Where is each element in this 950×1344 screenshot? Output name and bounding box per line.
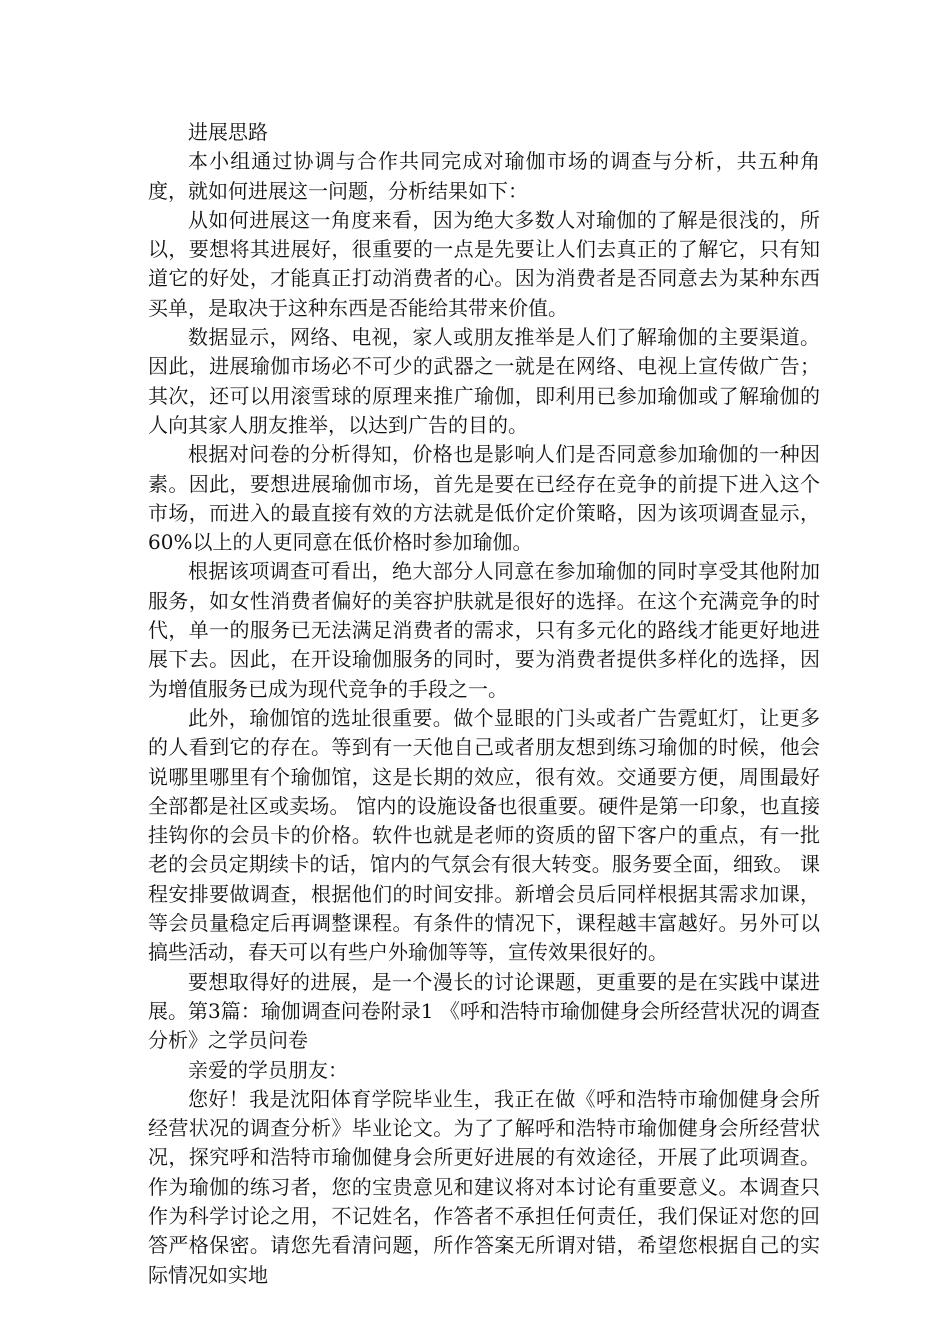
- paragraph-awareness: 从如何进展这一角度来看，因为绝大多数人对瑜伽的了解是很浅的，所以，要想将其进展好，很重要的一点是先要让人们去真正的了解它，只有知道它的好处，才能真正打动消费者的心。因为消费者是否同意去为某种东西买单，是取决于这种东西是否能给其带来价值。: [148, 207, 820, 320]
- paragraph-channels: 数据显示，网络、电视，家人或朋友推举是人们了解瑜伽的主要渠道。因此，进展瑜伽市场必不可少的武器之一就是在网络、电视上宣传做广告；其次，还可以用滚雪球的原理来推广瑜伽，即利用已参加瑜伽或了解瑜伽的人向其家人朋友推举，以达到广告的目的。: [148, 325, 820, 437]
- paragraph-conclusion: 要想取得好的进展，是一个漫长的讨论课题，更重要的是在实践中谋进展。第3篇：瑜伽调查问卷附录1 《呼和浩特市瑜伽健身会所经营状况的调查分析》之学员问卷: [148, 969, 820, 1053]
- document-page: [148, 118, 820, 1290]
- paragraph-salutation: 亲爱的学员朋友：: [188, 1057, 348, 1082]
- paragraph-pricing: 根据对问卷的分析得知，价格也是影响人们是否同意参加瑜伽的一种因素。因此，要想进展瑜伽市场，首先是要在已经存在竞争的前提下进入这个市场，而进入的最直接有效的方法就是低价定价策略，因为该项调查显示，60%以上的人更同意在低价格时参加瑜伽。: [148, 442, 820, 555]
- paragraph-location: 此外，瑜伽馆的选址很重要。做个显眼的门头或者广告霓虹灯，让更多的人看到它的存在。等到有一天他自己或者朋友想到练习瑜伽的时候，他会说哪里哪里有个瑜伽馆，这是长期的效应，很有效。交通要方便，周围最好全部都是社区或卖场。 馆内的设施设备也很重要。硬件是第一印象，也直接挂钩你的会员卡的价格。软件也就是老师的资质的留下客户的重点，有一批老的会员定期续卡的话，馆内的气氛会有很大转变。服务要全面，细致。 课程安排要做调查，根据他们的时间安排。新增会员后同样根据其需求加课，等会员量稳定后再调整课程。有条件的情况下，课程越丰富越好。另外可以搞些活动，春天可以有些户外瑜伽等等，宣传效果很好的。: [148, 705, 820, 965]
- section-heading: 进展思路: [188, 120, 268, 144]
- paragraph-intro: 本小组通过协调与合作共同完成对瑜伽市场的调查与分析，共五种角度，就如何进展这一问题，分析结果如下：: [148, 149, 820, 203]
- paragraph-questionnaire-intro: 您好！我是沈阳体育学院毕业生，我正在做《呼和浩特市瑜伽健身会所经营状况的调查分析》毕业论文。为了了解呼和浩特市瑜伽健身会所经营状况，探究呼和浩特市瑜伽健身会所更好进展的有效途径，开展了此项调查。作为瑜伽的练习者，您的宝贵意见和建议将对本讨论有重要意义。本调查只作为科学讨论之用，不记姓名，作答者不承担任何责任，我们保证对您的回答严格保密。请您先看清问题，所作答案无所谓对错，希望您根据自己的实际情况如实地: [148, 1086, 820, 1287]
- paragraph-services: 根据该项调查可看出，绝大部分人同意在参加瑜伽的同时享受其他附加服务，如女性消费者偏好的美容护肤就是很好的选择。在这个充满竞争的时代，单一的服务已无法满足消费者的需求，只有多元化的路线才能更好地进展下去。因此，在开设瑜伽服务的同时，要为消费者提供多样化的选择，因为增值服务已成为现代竞争的手段之一。: [148, 559, 820, 701]
